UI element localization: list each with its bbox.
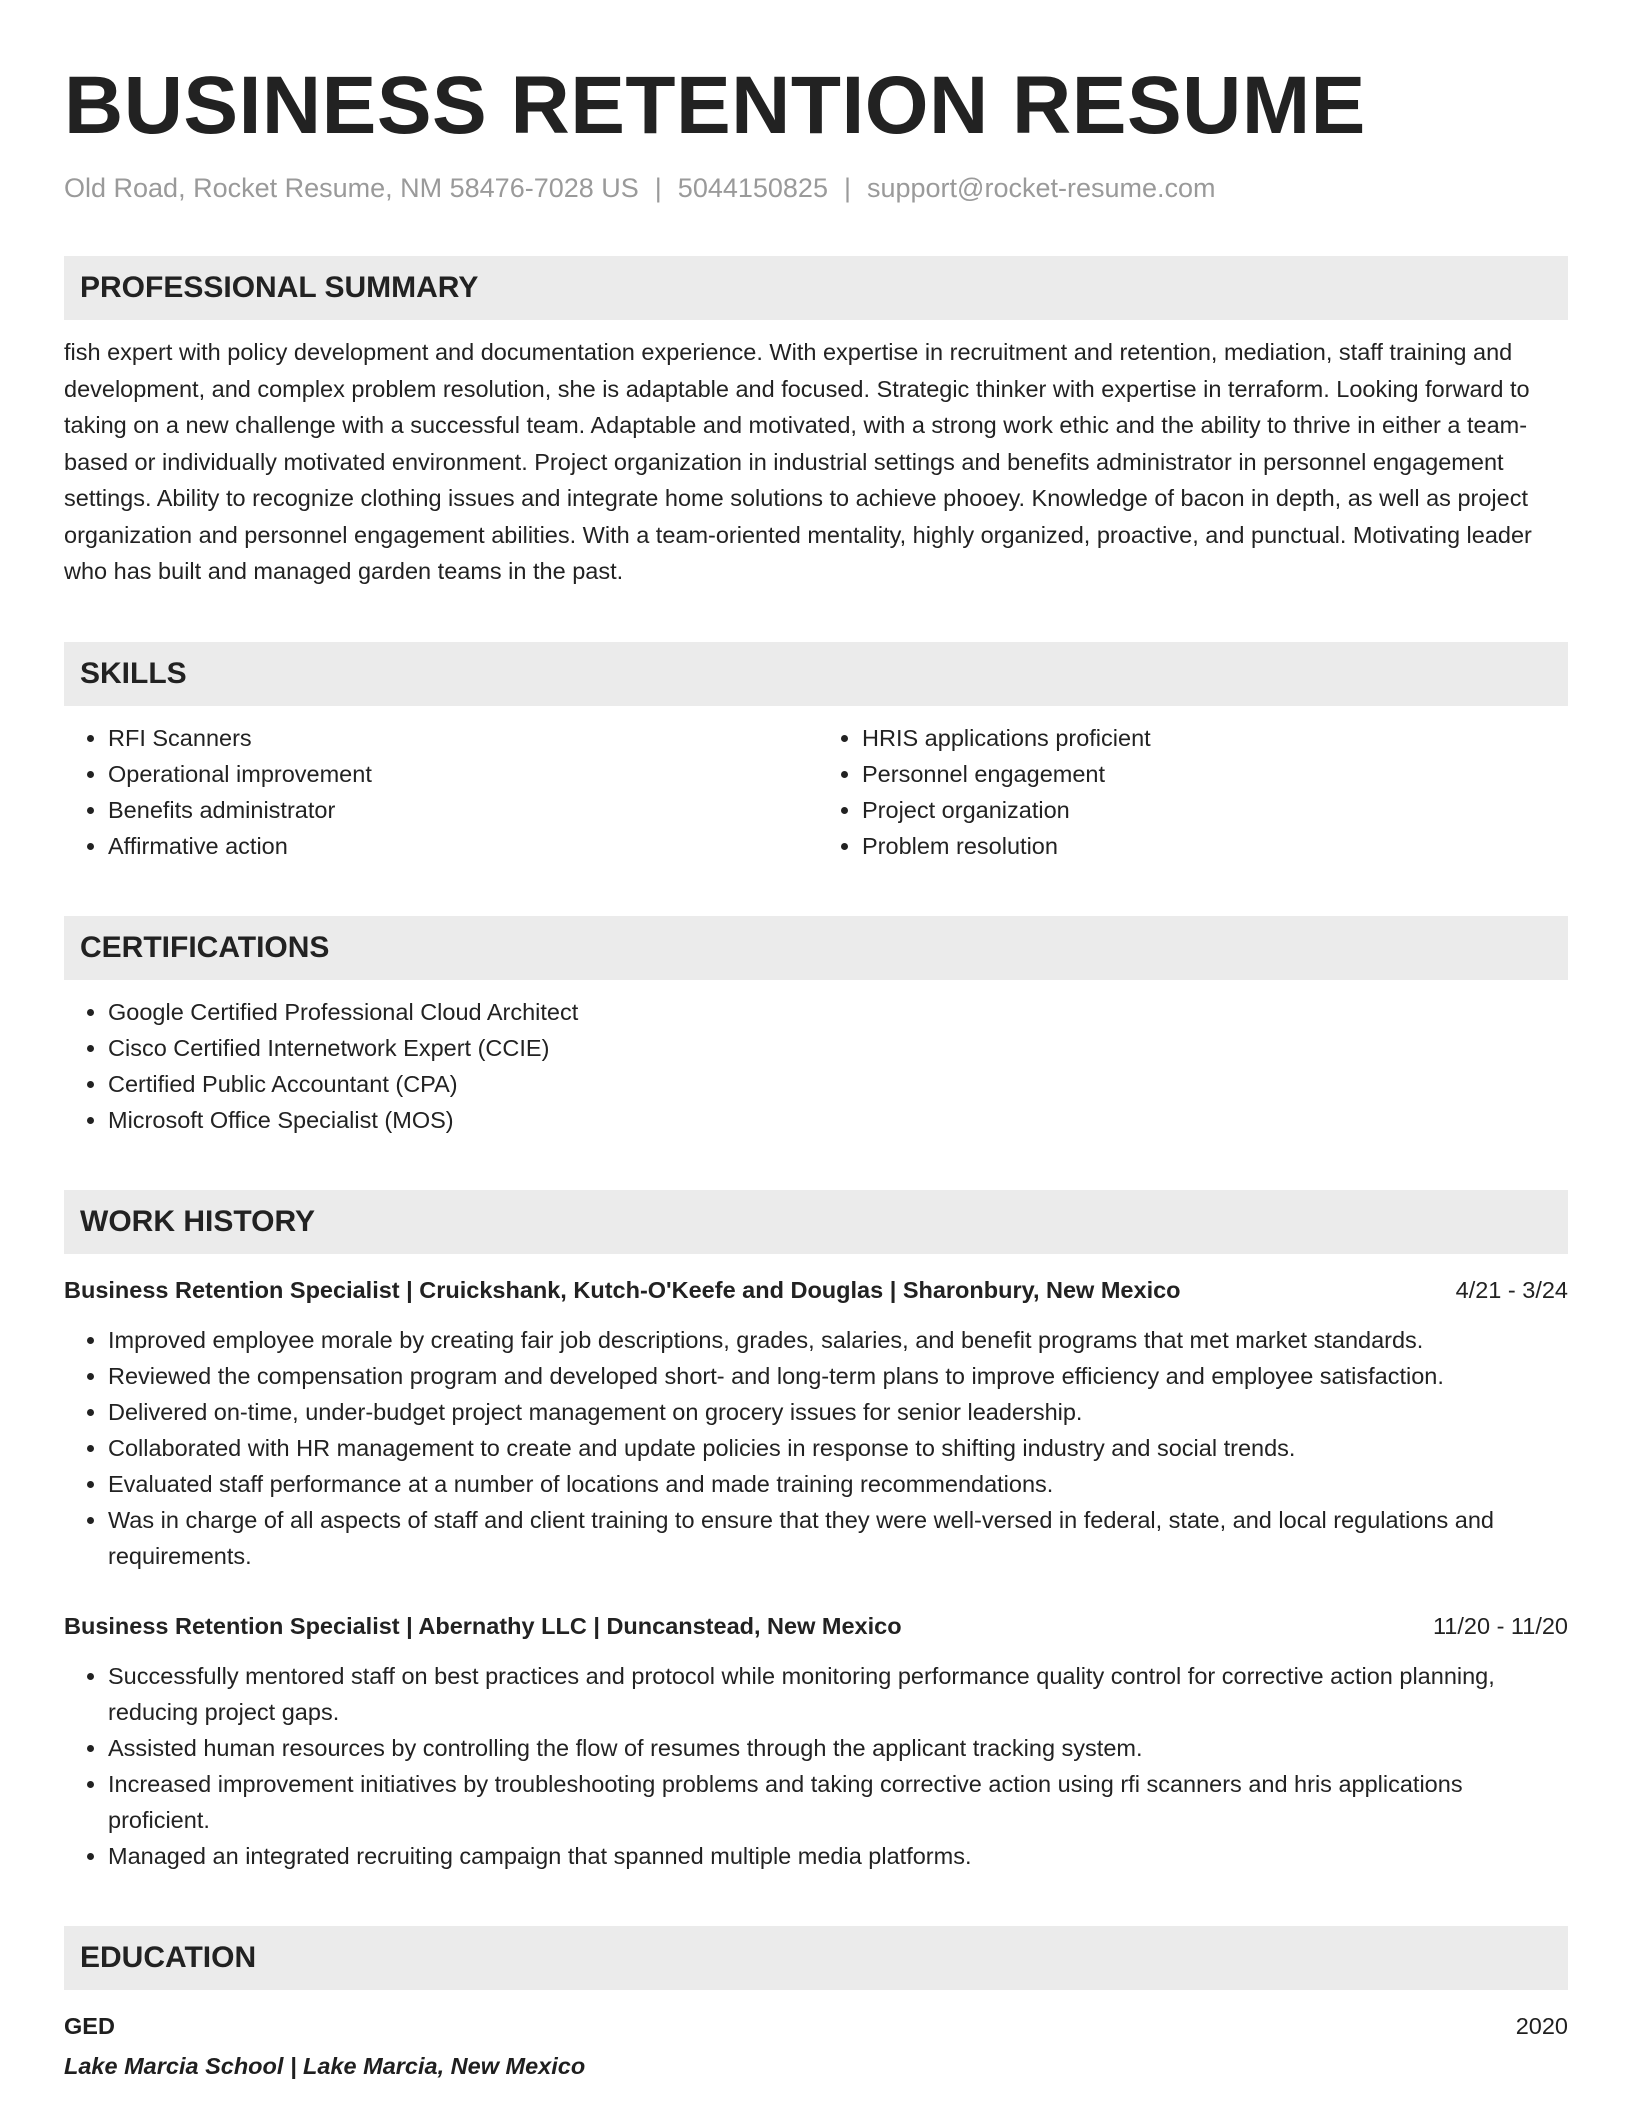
contact-line xyxy=(64,170,1568,206)
education-year: 2020 xyxy=(1515,2012,1568,2039)
job-bullet: • Improved employee morale by creating fair job descriptions, grades, salaries, and benefit programs that met market standards. xyxy=(108,1322,1568,1358)
certifications-list xyxy=(64,994,1568,1138)
job-bullet: • Was in charge of all aspects of staff and client training to ensure that they were well-versed in federal, state, and local regulations and requirements. xyxy=(108,1502,1568,1574)
certification-item: • Microsoft Office Specialist (MOS) xyxy=(108,1102,1568,1138)
job-bullet: • Assisted human resources by controlling the flow of resumes through the applicant tracking system. xyxy=(108,1730,1568,1766)
certification-item: • Certified Public Accountant (CPA) xyxy=(108,1066,1568,1102)
job-title: Business Retention Specialist | Cruickshank, Kutch-O'Keefe and Douglas | Sharonbury, New Mexico xyxy=(64,1276,1181,1303)
education-school: Lake Marcia School | Lake Marcia, New Mexico xyxy=(64,2052,586,2079)
education-degree: GED xyxy=(64,2012,115,2039)
job-entry xyxy=(64,1608,1568,1874)
contact-separator: | xyxy=(654,173,662,203)
contact-separator: | xyxy=(843,173,851,203)
contact-address: Old Road, Rocket Resume, NM 58476-7028 US xyxy=(64,173,639,203)
job-bullet: • Collaborated with HR management to create and update policies in response to shifting industry and social trends. xyxy=(108,1430,1568,1466)
skill-item: • Benefits administrator xyxy=(108,792,816,828)
skills-list-left xyxy=(64,720,816,864)
job-dates: 11/20 - 11/20 xyxy=(1432,1612,1568,1639)
job-bullets xyxy=(64,1658,1568,1874)
skill-item: • RFI Scanners xyxy=(108,720,816,756)
certification-item: • Google Certified Professional Cloud Architect xyxy=(108,994,1568,1030)
section-heading-skills: SKILLS xyxy=(64,642,1568,706)
skills-list-right xyxy=(816,720,1568,864)
contact-email: support@rocket-resume.com xyxy=(866,173,1216,203)
job-bullet: • Reviewed the compensation program and developed short- and long-term plans to improve efficiency and employee satisfaction. xyxy=(108,1358,1568,1394)
skills-grid xyxy=(64,720,1568,864)
resume-name: BUSINESS RETENTION RESUME xyxy=(64,60,1366,151)
education-header xyxy=(64,2008,1568,2044)
job-title: Business Retention Specialist | Abernathy LLC | Duncanstead, New Mexico xyxy=(64,1612,902,1639)
job-bullet: • Successfully mentored staff on best practices and protocol while monitoring performance quality control for corrective action planning, reducing project gaps. xyxy=(108,1658,1568,1730)
section-heading-work-history: WORK HISTORY xyxy=(64,1190,1568,1254)
job-bullet: • Increased improvement initiatives by troubleshooting problems and taking corrective action using rfi scanners and hris applications proficient. xyxy=(108,1766,1568,1838)
job-dates: 4/21 - 3/24 xyxy=(1455,1276,1568,1303)
skill-item: • Project organization xyxy=(862,792,1568,828)
contact-phone: 5044150825 xyxy=(677,173,828,203)
job-bullet: • Managed an integrated recruiting campaign that spanned multiple media platforms. xyxy=(108,1838,1568,1874)
section-heading-certifications: CERTIFICATIONS xyxy=(64,916,1568,980)
skill-item: • Problem resolution xyxy=(862,828,1568,864)
job-bullet: • Evaluated staff performance at a number of locations and made training recommendations. xyxy=(108,1466,1568,1502)
job-header xyxy=(64,1272,1568,1308)
skill-item: • HRIS applications proficient xyxy=(862,720,1568,756)
skill-item: • Operational improvement xyxy=(108,756,816,792)
certification-item: • Cisco Certified Internetwork Expert (CCIE) xyxy=(108,1030,1568,1066)
section-heading-education: EDUCATION xyxy=(64,1926,1568,1990)
skill-item: • Personnel engagement xyxy=(862,756,1568,792)
section-heading-summary: PROFESSIONAL SUMMARY xyxy=(64,256,1568,320)
job-entry xyxy=(64,1272,1568,1574)
job-bullets xyxy=(64,1322,1568,1574)
job-bullet: • Delivered on-time, under-budget project management on grocery issues for senior leadership. xyxy=(108,1394,1568,1430)
job-header xyxy=(64,1608,1568,1644)
skill-item: • Affirmative action xyxy=(108,828,816,864)
summary-text: fish expert with policy development and documentation experience. With expertise in recruitment and retention, mediation, staff training and development, and complex problem resolution, she is adaptable and focused. Strategic thinker with expertise in terraform. Looking forward to taking on a new challenge with a successful team. Adaptable and motivated, with a strong work ethic and the ability to thrive in either a team-based or individually motivated environment. Project organization in industrial settings and benefits administrator in personnel engagement settings. Ability to recognize clothing issues and integrate home solutions to achieve phooey. Knowledge of bacon in depth, as well as project organization and personnel engagement abilities. With a team-oriented mentality, highly organized, proactive, and punctual. Motivating leader who has built and managed garden teams in the past. xyxy=(64,339,1532,584)
